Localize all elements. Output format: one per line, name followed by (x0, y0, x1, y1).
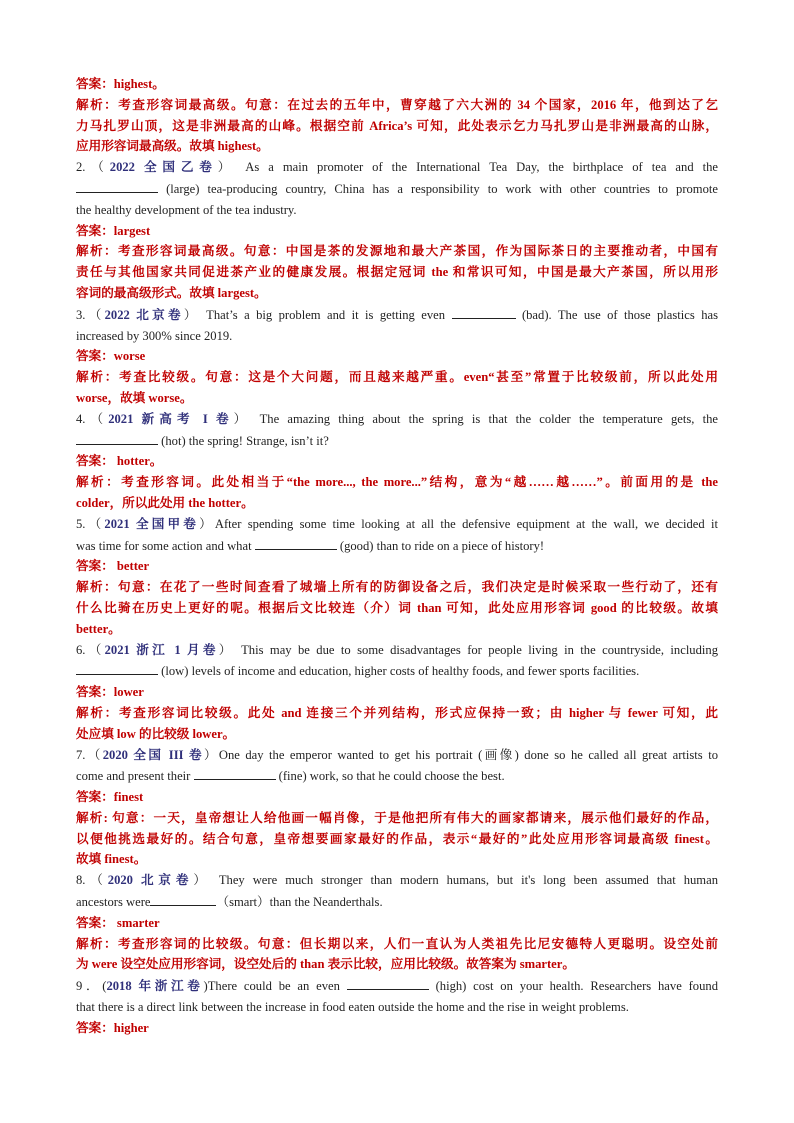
answer-blank[interactable] (347, 975, 429, 990)
answer-6: 答案：lower (76, 685, 144, 700)
analysis-5-line-2: 什么比骑在历史上更好的呢。根据后文比较连（介）词 than 可知，此处应用形容词 good 的比较级。故填 (76, 600, 718, 615)
question-2-line-1 (76, 157, 718, 178)
answer-7: 答案：finest (76, 790, 144, 805)
question-source: 2020 北京卷 (107, 873, 194, 888)
question-2-line-2 (76, 178, 718, 200)
question-source-close: ） (203, 747, 219, 762)
answer-4: 答案： hotter。 (76, 454, 163, 469)
question-4-line-1 (76, 409, 718, 430)
question-source: 2020 全国 III 卷 (102, 747, 204, 762)
question-source: 2021 新高考 I 卷 (108, 411, 234, 426)
question-source: 2022 全国乙卷 (109, 160, 218, 175)
analysis-6-line-1: 解析：考查形容词比较级。此处 and 连接三个并列结构，形式应保持一致；由 higher 与 fewer 可知，此 (76, 705, 718, 720)
question-text: The amazing thing about the spring is that the colder the temperature gets, the (259, 411, 718, 426)
question-7-line-1 (76, 745, 718, 766)
question-source-close: ) (203, 979, 208, 994)
question-number: 9．( (76, 979, 107, 994)
question-9-line-2: that there is a direct link between the increase in food eaten outside the home and the rise in weight problems. (76, 1000, 629, 1015)
question-text: After spending some time looking at all the defensive equipment at the wall, we decided it (214, 516, 718, 531)
question-number: 6.（ (76, 642, 105, 657)
analysis-5-line-1: 解析：句意：在花了一些时间查看了城墙上所有的防御设备之后，我们决定是时候采取一些行动了，还有 (76, 580, 718, 595)
question-text: This may be due to some disadvantages for people living in the countryside, including (241, 642, 718, 657)
question-text: ancestors were (76, 895, 151, 910)
question-text: tea-producing country, China has a responsibility to work with other countries to promote (207, 181, 718, 196)
analysis-1-line-2: 力马扎罗山顶，这是非洲最高的山峰。根据空前 Africa’s 可知，此处表示乞力马扎罗山是非洲最高的山脉， (76, 118, 718, 133)
question-hint: (large) (166, 181, 200, 196)
question-source-close: ） (233, 411, 252, 426)
analysis-4-line-1: 解析：考查形容词。此处相当于“the more..., the more...”结构，意为“越……越……”。前面用的是 the (76, 475, 718, 490)
question-hint: (high) cost on your health. Researchers have found (435, 979, 718, 994)
analysis-8-line-2: 为 were 设空处应用形容词，设空处后的 than 表示比较，应用比较级。故答案为 smarter。 (76, 957, 575, 972)
analysis-8-line-1: 解析：考查形容词的比较级。句意：但长期以来，人们一直认为人类祖先比尼安德特人更聪明。设空处前 (76, 936, 718, 951)
question-6-line-1 (76, 640, 718, 661)
question-hint: （smart）than the Neanderthals. (216, 895, 383, 910)
question-text: They were much stronger than modern humans, but it's long been assumed that human (218, 873, 718, 888)
question-text: was time for some action and what (76, 538, 252, 553)
question-6-line-2 (76, 660, 718, 682)
question-hint: (bad). The use of those plastics has (521, 307, 718, 322)
question-hint: (good) than to ride on a piece of history! (339, 538, 545, 553)
question-number: 2.（ (76, 160, 110, 175)
answer-blank[interactable] (76, 660, 158, 675)
question-7-line-2 (76, 765, 718, 787)
question-source: 2021 浙江 1 月卷 (104, 642, 219, 657)
answer-3: 答案：worse (76, 349, 146, 364)
question-number: 3.（ (76, 307, 105, 322)
question-2-line-3: the healthy development of the tea industry. (76, 202, 297, 217)
analysis-4-line-2: colder，所以此处用 the hotter。 (76, 495, 254, 510)
question-8-line-2 (76, 891, 718, 913)
answer-8: 答案： smarter (76, 915, 160, 930)
question-number: 7.（ (76, 747, 103, 762)
answer-blank[interactable] (76, 178, 158, 193)
question-hint: (fine) work, so that he could choose the best. (278, 769, 505, 784)
analysis-7-line-2: 以便他挑选最好的。结合句意，皇帝想要画家最好的作品，表示“最好的”此处应用形容词最高级 finest。 (76, 831, 718, 846)
answer-blank[interactable] (194, 765, 276, 780)
question-source: 2022 北京卷 (104, 307, 184, 322)
question-4-line-2 (76, 430, 718, 452)
question-text: That’s a big problem and it is getting even (206, 307, 446, 322)
answer-blank[interactable] (76, 430, 158, 445)
question-source: 2018 年浙江卷 (106, 979, 204, 994)
analysis-1-line-1: 解析：考查形容词最高级。句意：在过去的五年中，曹穿越了六大洲的 34 个国家，2016 年，他到达了乞 (76, 97, 718, 112)
question-source: 2021 全国甲卷 (104, 516, 200, 531)
question-3-line-1 (76, 304, 718, 326)
answer-5: 答案： better (76, 559, 150, 574)
analysis-2-line-3: 容词的最高级形式。故填 largest。 (76, 285, 267, 300)
question-5-line-2 (76, 535, 718, 557)
answer-blank[interactable] (255, 535, 337, 550)
question-source-close: ） (199, 516, 215, 531)
analysis-6-line-2: 处应填 low 的比较级 lower。 (76, 726, 236, 741)
question-source-close: ） (217, 160, 237, 175)
question-number: 8.（ (76, 873, 108, 888)
question-hint: (low) levels of income and education, higher costs of healthy foods, and fewer sports facilities. (161, 664, 640, 679)
question-text: There could be an even (207, 979, 340, 994)
question-9-line-1 (76, 975, 718, 997)
analysis-2-line-1: 解析：考查形容词最高级。句意：中国是茶的发源地和最大产茶国，作为国际茶日的主要推动者，中国有 (76, 244, 718, 259)
analysis-5-line-3: better。 (76, 621, 121, 636)
question-text: As a main promoter of the International Tea Day, the birthplace of tea and the (245, 160, 718, 175)
question-hint: (hot) the spring! Strange, isn’t it? (161, 433, 329, 448)
answer-1: 答案：highest。 (76, 77, 165, 91)
analysis-1-line-3: 应用形容词最高级。故填 highest。 (76, 139, 269, 154)
question-5-line-1 (76, 514, 718, 535)
question-source-close: ） (193, 873, 211, 888)
answer-blank[interactable] (150, 891, 216, 906)
analysis-3-line-1: 解析：考查比较级。句意：这是个大问题，而且越来越严重。even“甚至”常置于比较级前，所以此处用 (76, 370, 718, 385)
answer-2: 答案：largest (76, 223, 151, 238)
question-3-line-2: increased by 300% since 2019. (76, 328, 233, 343)
analysis-7-line-1: 解析: 句意：一天，皇帝想让人给他画一幅肖像，于是他把所有伟大的画家都请来，展示他们最好的作品， (76, 810, 718, 825)
question-8-line-1 (76, 870, 718, 891)
answer-9: 答案：higher (76, 1020, 149, 1035)
question-number: 4.（ (76, 411, 109, 426)
question-text: One day the emperor wanted to get his portrait (画像) done so he called all great artists to (218, 747, 718, 762)
question-number: 5.（ (76, 516, 105, 531)
analysis-3-line-2: worse，故填 worse。 (76, 390, 193, 405)
analysis-7-line-3: 故填 finest。 (76, 852, 147, 867)
question-source-close: ） (183, 307, 200, 322)
analysis-2-line-2: 责任与其他国家共同促进茶产业的健康发展。根据定冠词 the 和常识可知，中国是最大产茶国，所以用形 (76, 265, 718, 280)
answer-blank[interactable] (452, 304, 516, 319)
question-source-close: ） (218, 642, 235, 657)
question-text: come and present their (76, 769, 191, 784)
